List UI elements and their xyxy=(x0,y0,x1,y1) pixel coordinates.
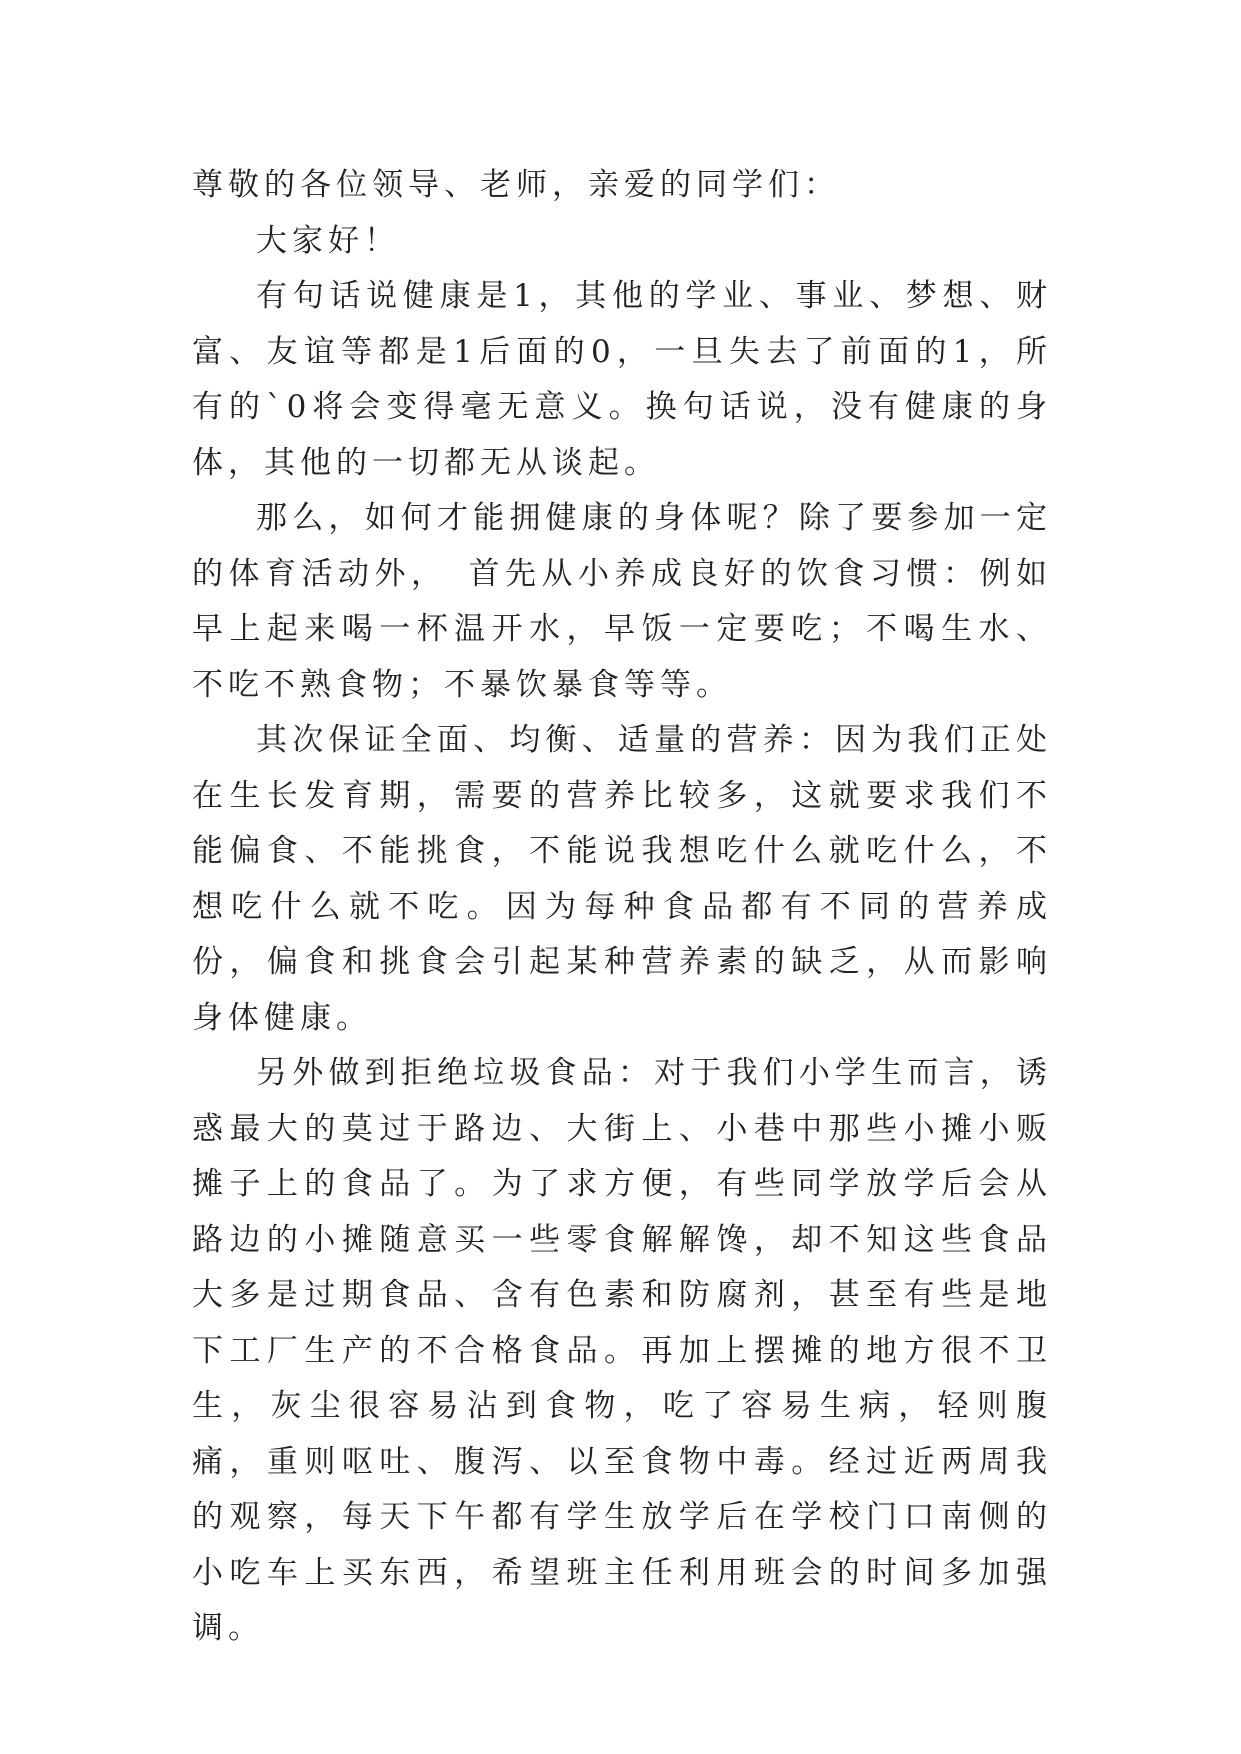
paragraph-health-is-one: 有句话说健康是1，其他的学业、事业、梦想、财富、友谊等都是1后面的0，一旦失去了前面的1，所有的`0将会变得毫无意义。换句话说，没有健康的身体，其他的一切都无从谈起。 xyxy=(192,278,1052,481)
paragraph-junk-food: 另外做到拒绝垃圾食品：对于我们小学生而言，诱惑最大的莫过于路边、大街上、小巷中那些小摊小贩摊子上的食品了。为了求方便，有些同学放学后会从路边的小摊随意买一些零食解解馋，却不知这些食品大多是过期食品、含有色素和防腐剂，甚至有些是地下工厂生产的不合格食品。再加上摆摊的地方很不卫生，灰尘很容易沾到食物，吃了容易生病，轻则腹痛，重则呕吐、腹泻、以至食物中毒。经过近两周我的观察，每天下午都有学生放学后在学校门口南侧的小吃车上买东西，希望班主任利用班会的时间多加强调。 xyxy=(192,1055,1052,1646)
paragraph-eating-habits: 那么，如何才能拥健康的身体呢？除了要参加一定的体育活动外， 首先从小养成良好的饮食习惯：例如早上起来喝一杯温开水，早饭一定要吃；不喝生水、不吃不熟食物；不暴饮暴食等等。 xyxy=(192,500,1052,703)
greeting: 大家好！ xyxy=(256,222,400,259)
paragraph-balanced-nutrition: 其次保证全面、均衡、适量的营养：因为我们正处在生长发育期，需要的营养比较多，这就要求我们不能偏食、不能挑食，不能说我想吃什么就吃什么，不想吃什么就不吃。因为每种食品都有不同的营养成份，偏食和挑食会引起某种营养素的缺乏，从而影响身体健康。 xyxy=(192,722,1052,1036)
salutation: 尊敬的各位领导、老师，亲爱的同学们： xyxy=(192,167,840,203)
speech-body xyxy=(192,158,1052,1657)
